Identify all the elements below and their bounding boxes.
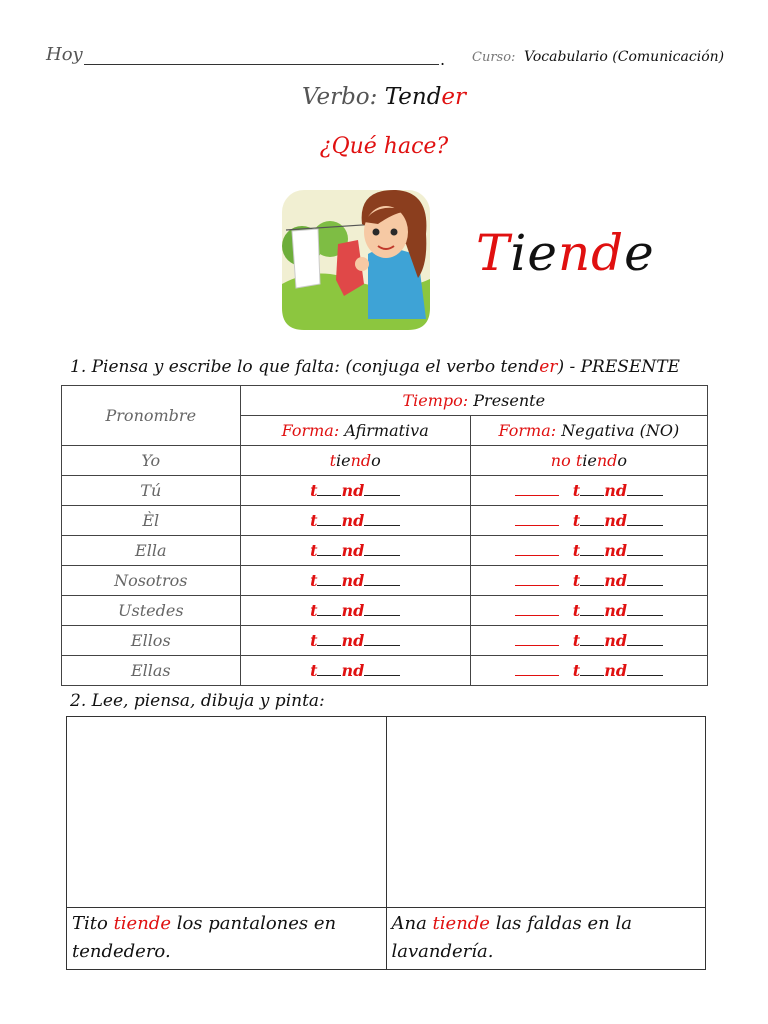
pattern-t: t bbox=[310, 481, 318, 500]
verb-ending: er bbox=[441, 84, 467, 110]
header-pronombre: Pronombre bbox=[62, 386, 241, 446]
pattern-t: t bbox=[572, 661, 581, 680]
blank[interactable] bbox=[627, 633, 663, 646]
affirmative-fill-cell[interactable] bbox=[240, 656, 470, 686]
blank[interactable] bbox=[317, 663, 341, 676]
woman-hanging-clothes-illustration bbox=[278, 184, 433, 334]
ex-neg-c: nd bbox=[596, 451, 618, 470]
pattern-nd: nd bbox=[604, 571, 628, 590]
pronoun-cell: Nosotros bbox=[62, 566, 241, 596]
instruction-1 bbox=[70, 357, 680, 377]
pattern-nd: nd bbox=[604, 631, 628, 650]
date-label: Hoy bbox=[46, 44, 83, 65]
course-value: Vocabulario (Comunicación) bbox=[524, 49, 725, 65]
blank-no[interactable] bbox=[515, 543, 559, 556]
instruction-1-pre: 1. Piensa y escribe lo que falta: (conjuga el verbo tend bbox=[70, 357, 540, 377]
drawing-box-1[interactable] bbox=[67, 717, 387, 908]
negative-fill-cell[interactable] bbox=[470, 536, 707, 566]
ex-af-a: t bbox=[329, 451, 336, 470]
blank[interactable] bbox=[627, 663, 663, 676]
big-word-part-1: T bbox=[476, 224, 511, 282]
table-row bbox=[62, 476, 708, 506]
caption-2-verb: tiende bbox=[432, 913, 490, 934]
blank[interactable] bbox=[364, 633, 400, 646]
pronoun-cell: Ellas bbox=[62, 656, 241, 686]
big-word-tiende bbox=[476, 224, 655, 282]
blank[interactable] bbox=[364, 663, 400, 676]
pattern-nd: nd bbox=[604, 601, 628, 620]
blank[interactable] bbox=[317, 543, 341, 556]
negative-fill-cell[interactable] bbox=[470, 566, 707, 596]
pattern-nd: nd bbox=[604, 661, 628, 680]
pronoun-cell: Èl bbox=[62, 506, 241, 536]
caption-1-pre: Tito bbox=[72, 913, 114, 934]
header-tiempo bbox=[240, 386, 707, 416]
header-afirmativa bbox=[240, 416, 470, 446]
instruction-2: 2. Lee, piensa, dibuja y pinta: bbox=[70, 691, 325, 711]
pronoun-cell: Ustedes bbox=[62, 596, 241, 626]
pattern-t: t bbox=[572, 571, 581, 590]
ex-neg-b: ie bbox=[582, 451, 597, 470]
pattern-nd: nd bbox=[341, 541, 365, 560]
ex-af-d: o bbox=[371, 451, 381, 470]
table-row bbox=[62, 446, 708, 476]
ex-af-b: ie bbox=[336, 451, 351, 470]
negativa-label: Negativa (NO) bbox=[561, 421, 680, 440]
blank[interactable] bbox=[317, 483, 341, 496]
ex-neg-a: t bbox=[575, 451, 583, 470]
blank[interactable] bbox=[364, 483, 400, 496]
affirmative-fill-cell[interactable] bbox=[240, 506, 470, 536]
ex-neg-d: o bbox=[617, 451, 628, 470]
verb-label: Verbo: bbox=[301, 84, 378, 110]
negative-fill-cell[interactable] bbox=[470, 596, 707, 626]
example-affirmative bbox=[240, 446, 470, 476]
blank[interactable] bbox=[580, 543, 604, 556]
pattern-nd: nd bbox=[341, 661, 365, 680]
caption-1-verb: tiende bbox=[113, 913, 171, 934]
blank-no[interactable] bbox=[515, 483, 559, 496]
pattern-nd: nd bbox=[341, 631, 365, 650]
pronoun-cell: Tú bbox=[62, 476, 241, 506]
pattern-nd: nd bbox=[604, 511, 628, 530]
big-word-part-3: nd bbox=[557, 224, 625, 282]
affirmative-fill-cell[interactable] bbox=[240, 596, 470, 626]
negative-fill-cell[interactable] bbox=[470, 656, 707, 686]
big-word-part-4: e bbox=[624, 224, 655, 282]
pattern-t: t bbox=[572, 541, 581, 560]
blank-no[interactable] bbox=[515, 513, 559, 526]
blank[interactable] bbox=[364, 573, 400, 586]
table-row bbox=[62, 596, 708, 626]
drawing-table bbox=[66, 716, 706, 970]
pattern-t: t bbox=[310, 631, 318, 650]
caption-2 bbox=[386, 908, 706, 970]
blank[interactable] bbox=[627, 513, 663, 526]
pattern-nd: nd bbox=[341, 571, 365, 590]
blank[interactable] bbox=[627, 603, 663, 616]
blank[interactable] bbox=[627, 573, 663, 586]
blank[interactable] bbox=[364, 513, 400, 526]
caption-1-post: los pantalones en tendedero. bbox=[72, 913, 337, 962]
blank-no[interactable] bbox=[515, 603, 559, 616]
pronoun-cell: Ellos bbox=[62, 626, 241, 656]
course-label: Curso: bbox=[472, 50, 516, 65]
forma-label-af: Forma: bbox=[281, 421, 340, 440]
question-heading: ¿Qué hace? bbox=[319, 134, 449, 159]
affirmative-fill-cell[interactable] bbox=[240, 566, 470, 596]
pattern-t: t bbox=[572, 631, 581, 650]
pattern-t: t bbox=[310, 661, 318, 680]
example-negative bbox=[470, 446, 707, 476]
instruction-1-red: er bbox=[539, 357, 558, 377]
blank-no[interactable] bbox=[515, 573, 559, 586]
caption-2-pre: Ana bbox=[391, 913, 433, 934]
pattern-t: t bbox=[572, 601, 581, 620]
blank[interactable] bbox=[317, 573, 341, 586]
pronoun-cell: Yo bbox=[62, 446, 241, 476]
tiempo-value: Presente bbox=[473, 391, 546, 410]
caption-2-post: las faldas en la lavandería. bbox=[391, 913, 632, 962]
negative-fill-cell[interactable] bbox=[470, 626, 707, 656]
blank[interactable] bbox=[627, 483, 663, 496]
pronoun-cell: Ella bbox=[62, 536, 241, 566]
pattern-nd: nd bbox=[341, 601, 365, 620]
header-negativa bbox=[470, 416, 707, 446]
negative-fill-cell[interactable] bbox=[470, 476, 707, 506]
ex-neg-no: no bbox=[550, 451, 571, 470]
afirmativa-label: Afirmativa bbox=[344, 421, 429, 440]
affirmative-fill-cell[interactable] bbox=[240, 626, 470, 656]
date-end-dot: . bbox=[440, 50, 446, 69]
table-row bbox=[62, 536, 708, 566]
blank[interactable] bbox=[580, 573, 604, 586]
pattern-t: t bbox=[310, 511, 318, 530]
blank[interactable] bbox=[317, 513, 341, 526]
blank[interactable] bbox=[580, 513, 604, 526]
blank[interactable] bbox=[317, 603, 341, 616]
ex-af-c: nd bbox=[350, 451, 372, 470]
blank[interactable] bbox=[317, 633, 341, 646]
blank[interactable] bbox=[627, 543, 663, 556]
pattern-t: t bbox=[572, 511, 581, 530]
pattern-t: t bbox=[310, 571, 318, 590]
blank-no[interactable] bbox=[515, 633, 559, 646]
blank[interactable] bbox=[364, 603, 400, 616]
pattern-nd: nd bbox=[604, 541, 628, 560]
blank-no[interactable] bbox=[515, 663, 559, 676]
forma-label-neg: Forma: bbox=[498, 421, 557, 440]
big-word-part-2: ie bbox=[510, 224, 558, 282]
blank[interactable] bbox=[364, 543, 400, 556]
affirmative-fill-cell[interactable] bbox=[240, 476, 470, 506]
caption-1 bbox=[67, 908, 387, 970]
instruction-1-post: ) - PRESENTE bbox=[557, 357, 680, 377]
pattern-nd: nd bbox=[341, 481, 365, 500]
conjugation-table bbox=[61, 385, 708, 686]
blank[interactable] bbox=[580, 633, 604, 646]
blank[interactable] bbox=[580, 663, 604, 676]
verb-stem: Tend bbox=[384, 84, 442, 110]
drawing-box-2[interactable] bbox=[386, 717, 706, 908]
table-row bbox=[62, 566, 708, 596]
table-row bbox=[62, 626, 708, 656]
blank[interactable] bbox=[580, 603, 604, 616]
pattern-t: t bbox=[310, 541, 318, 560]
table-row bbox=[62, 506, 708, 536]
table-row bbox=[62, 656, 708, 686]
negative-fill-cell[interactable] bbox=[470, 506, 707, 536]
pattern-nd: nd bbox=[604, 481, 628, 500]
date-line[interactable] bbox=[84, 64, 439, 65]
verb-title bbox=[0, 84, 768, 110]
pattern-t: t bbox=[310, 601, 318, 620]
tiempo-label: Tiempo: bbox=[402, 391, 469, 410]
blank[interactable] bbox=[580, 483, 604, 496]
pattern-t: t bbox=[572, 481, 581, 500]
pattern-nd: nd bbox=[341, 511, 365, 530]
affirmative-fill-cell[interactable] bbox=[240, 536, 470, 566]
